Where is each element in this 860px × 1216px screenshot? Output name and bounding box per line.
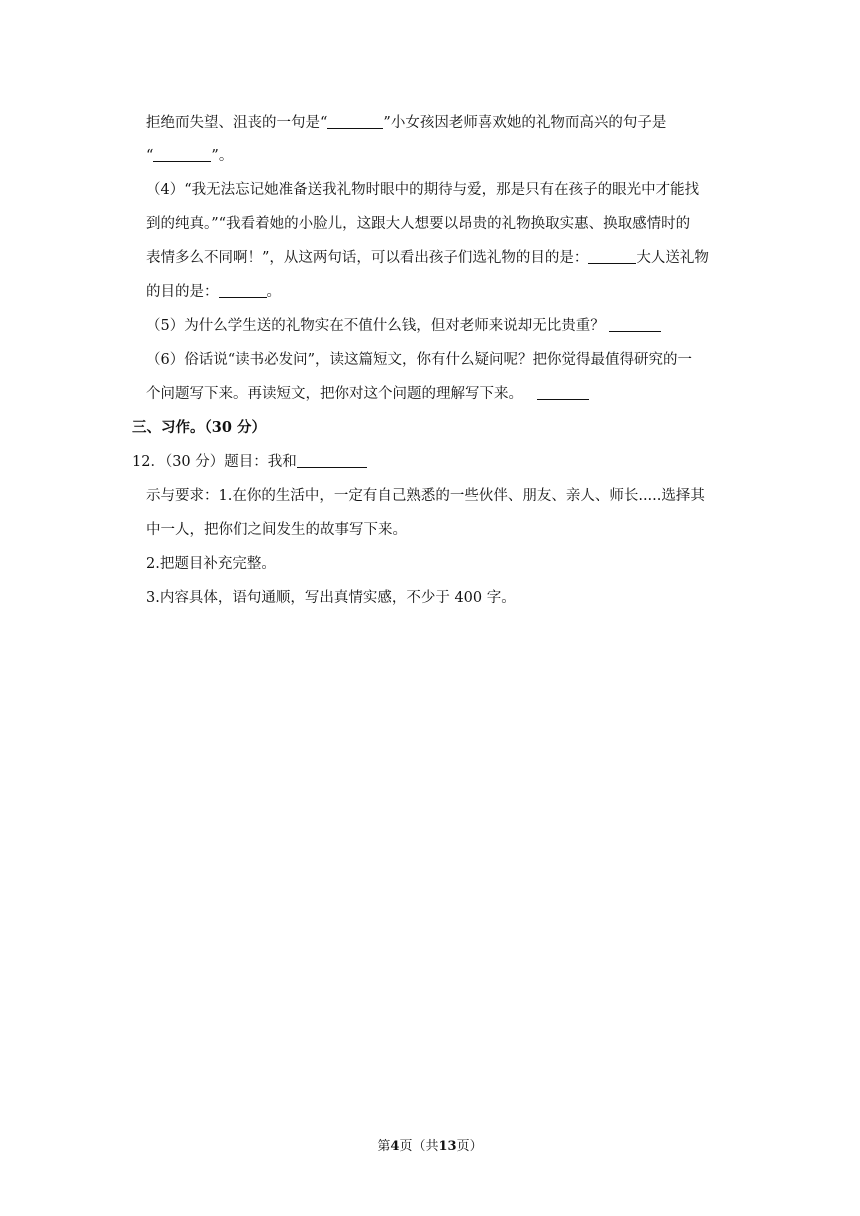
page-footer <box>0 1138 860 1156</box>
q11-p4-line3 <box>146 248 709 268</box>
answer-blank[interactable] <box>537 385 589 400</box>
q11-p5 <box>146 316 661 336</box>
text-segment: 个问题写下来。再读短文，把你对这个问题的理解写下来。 <box>146 386 523 402</box>
total-pages: 13 <box>438 1139 457 1154</box>
answer-blank[interactable] <box>219 283 267 298</box>
footer-text: 第 <box>377 1139 391 1154</box>
q11-p3-line2 <box>146 146 233 166</box>
q11-p6-line1: （6）俗话说“读书必发问”，读这篇短文，你有什么疑问呢？把你觉得最值得研究的一 <box>146 352 693 368</box>
q11-p3-line1 <box>146 113 666 133</box>
text-segment: “ <box>146 148 154 164</box>
section-heading: 三、习作。（30 分） <box>132 419 266 436</box>
page-number: 4 <box>390 1139 400 1154</box>
q11-p6-line2 <box>146 384 589 404</box>
answer-blank[interactable] <box>297 453 367 468</box>
q12-title <box>132 452 367 472</box>
text-segment: 12．（30 分）题目：我和 <box>132 454 297 470</box>
text-segment: ”。 <box>211 148 234 164</box>
answer-blank[interactable] <box>153 147 211 162</box>
answer-blank[interactable] <box>588 249 636 264</box>
text-segment: 的目的是： <box>146 284 219 300</box>
text-segment: 。 <box>266 284 281 300</box>
answer-blank[interactable] <box>609 317 661 332</box>
text-segment: 表情多么不同啊！”，从这两句话，可以看出孩子们选礼物的目的是： <box>146 250 589 266</box>
text-segment: 大人送礼物 <box>636 250 709 266</box>
q12-req-line1: 示与要求：1.在你的生活中，一定有自己熟悉的一些伙伴、朋友、亲人、师长.....选择其 <box>146 488 705 504</box>
footer-text: 页（共 <box>399 1139 439 1154</box>
q11-p4-line2: 到的纯真。”“我看着她的小脸儿，这跟大人想要以昂贵的礼物换取实惠、换取感情时的 <box>146 216 691 232</box>
footer-text: 页） <box>456 1139 483 1154</box>
q11-p4-line1: （4）“我无法忘记她准备送我礼物时眼中的期待与爱，那是只有在孩子的眼光中才能找 <box>146 182 700 198</box>
text-segment: ”小女孩因老师喜欢她的礼物而高兴的句子是 <box>383 115 667 131</box>
q12-req-line2: 中一人，把你们之间发生的故事写下来。 <box>146 522 407 538</box>
q12-req-3: 3.内容具体，语句通顺，写出真情实感，不少于 400 字。 <box>146 590 516 606</box>
text-segment: 拒绝而失望、沮丧的一句是“ <box>146 115 328 131</box>
text-segment: （5）为什么学生送的礼物实在不值什么钱，但对老师来说却无比贵重？ <box>146 318 605 334</box>
q11-p4-line4 <box>146 282 281 302</box>
q12-req-2: 2.把题目补充完整。 <box>146 556 276 572</box>
answer-blank[interactable] <box>327 114 383 129</box>
